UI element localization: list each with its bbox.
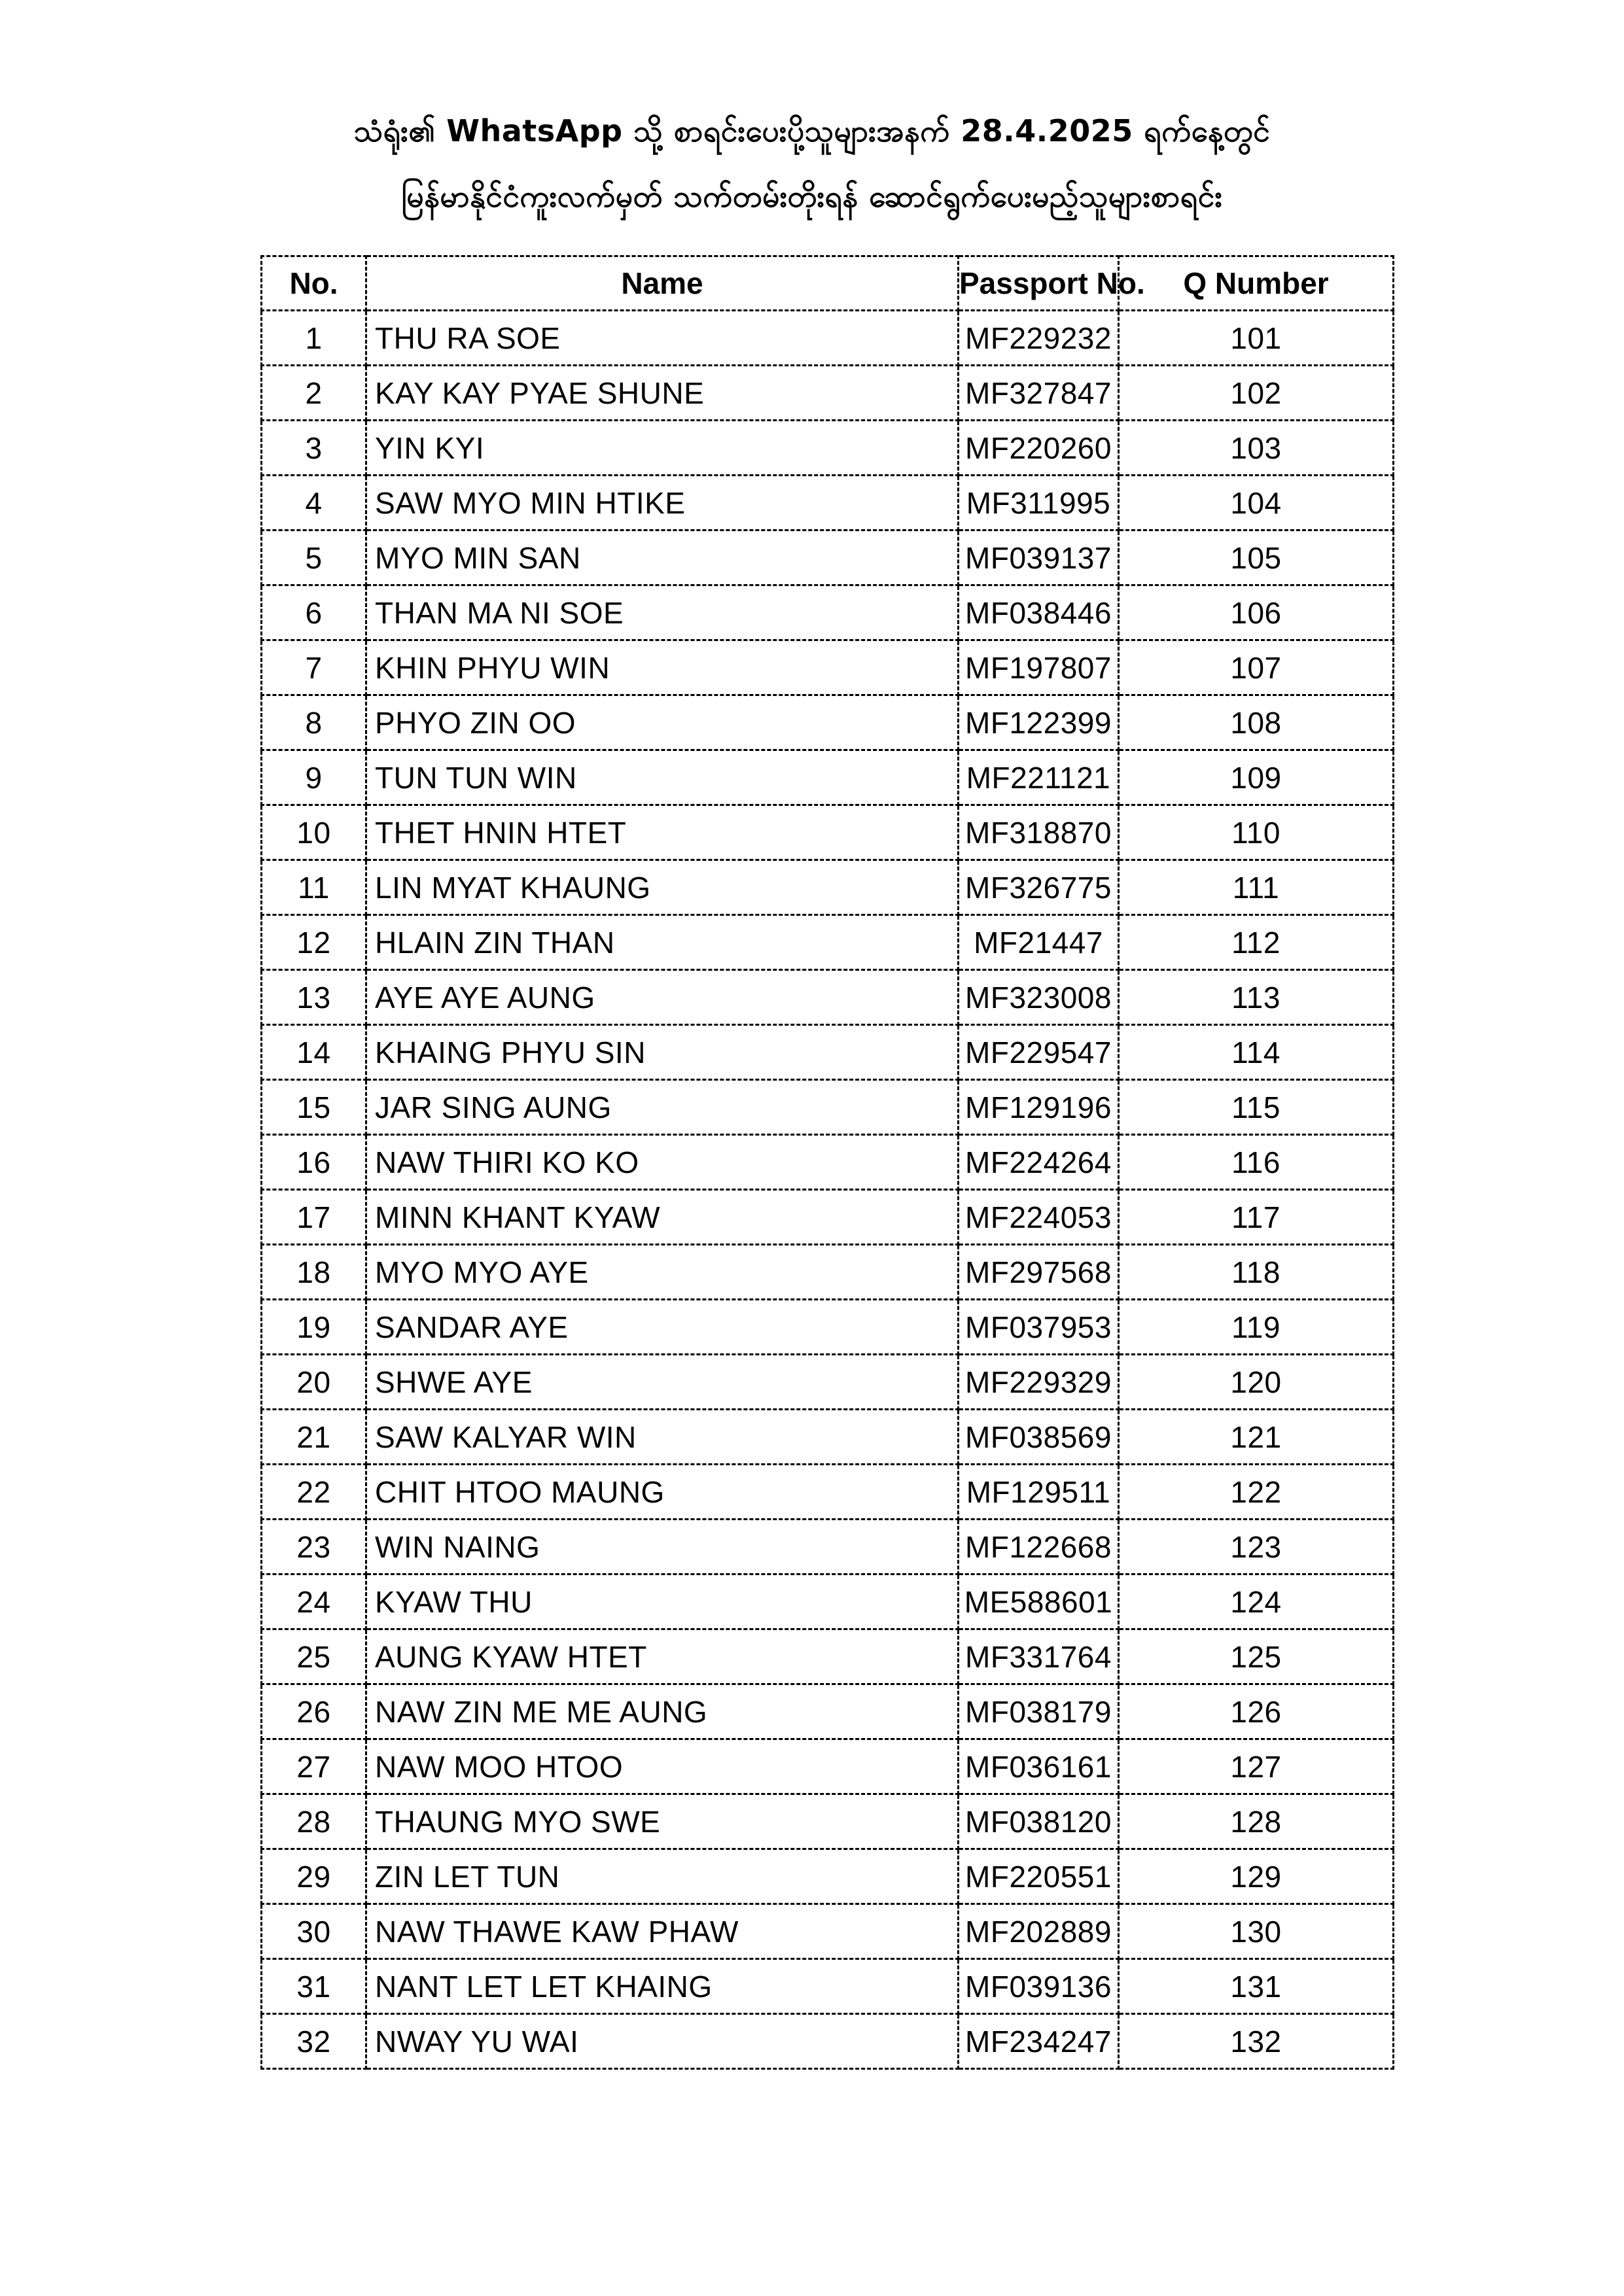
cell-passport: MF318870 [959,805,1119,860]
cell-q-number: 105 [1119,531,1394,585]
table-row [262,695,1394,750]
cell-passport: MF21447 [959,915,1119,970]
cell-no: 15 [262,1080,366,1135]
table-row [262,860,1394,915]
cell-q-number: 128 [1119,1794,1394,1849]
cell-name: AUNG KYAW HTET [366,1629,959,1684]
cell-no: 16 [262,1135,366,1190]
cell-passport: MF229329 [959,1355,1119,1410]
table-row [262,1959,1394,2014]
cell-q-number: 118 [1119,1245,1394,1300]
cell-no: 28 [262,1794,366,1849]
table-row [262,1025,1394,1080]
table-row [262,1904,1394,1959]
cell-passport: MF327847 [959,366,1119,421]
cell-name: MYO MIN SAN [366,531,959,585]
cell-passport: MF331764 [959,1629,1119,1684]
cell-q-number: 120 [1119,1355,1394,1410]
cell-q-number: 108 [1119,695,1394,750]
cell-no: 1 [262,311,366,366]
table-row [262,585,1394,640]
cell-no: 7 [262,640,366,695]
table-row [262,640,1394,695]
cell-name: NAW ZIN ME ME AUNG [366,1684,959,1739]
cell-name: KHIN PHYU WIN [366,640,959,695]
cell-q-number: 119 [1119,1300,1394,1355]
table-row [262,1135,1394,1190]
table-row [262,1739,1394,1794]
header-no: No. [262,256,366,311]
cell-q-number: 112 [1119,915,1394,970]
table-row [262,1849,1394,1904]
cell-q-number: 103 [1119,421,1394,476]
header-passport: Passport No. [959,256,1119,311]
cell-name: NAW THAWE KAW PHAW [366,1904,959,1959]
cell-q-number: 126 [1119,1684,1394,1739]
cell-name: KHAING PHYU SIN [366,1025,959,1080]
cell-passport: MF224264 [959,1135,1119,1190]
cell-q-number: 124 [1119,1574,1394,1629]
cell-passport: MF037953 [959,1300,1119,1355]
table-row [262,915,1394,970]
table-row [262,531,1394,585]
title-line-2: မြန်မာနိုင်ငံကူးလက်မှတ် သက်တမ်းတိုးရန် ဆောင်ရွက်ပေးမည့်သူများစာရင်း [401,179,1223,214]
cell-q-number: 132 [1119,2014,1394,2069]
cell-no: 3 [262,421,366,476]
table-row [262,750,1394,805]
table-row [262,1410,1394,1465]
table-row [262,311,1394,366]
cell-no: 24 [262,1574,366,1629]
cell-passport: MF229547 [959,1025,1119,1080]
cell-q-number: 102 [1119,366,1394,421]
cell-q-number: 113 [1119,970,1394,1025]
cell-name: PHYO ZIN OO [366,695,959,750]
cell-q-number: 127 [1119,1739,1394,1794]
cell-passport: MF122668 [959,1520,1119,1574]
cell-name: SANDAR AYE [366,1300,959,1355]
cell-q-number: 130 [1119,1904,1394,1959]
table-row [262,1355,1394,1410]
cell-passport: MF197807 [959,640,1119,695]
table-row [262,1465,1394,1520]
table-row [262,1794,1394,1849]
cell-name: SAW KALYAR WIN [366,1410,959,1465]
cell-passport: MF038569 [959,1410,1119,1465]
cell-q-number: 115 [1119,1080,1394,1135]
cell-name: YIN KYI [366,421,959,476]
cell-name: NWAY YU WAI [366,2014,959,2069]
cell-no: 11 [262,860,366,915]
cell-name: SAW MYO MIN HTIKE [366,476,959,531]
cell-q-number: 121 [1119,1410,1394,1465]
cell-passport: MF326775 [959,860,1119,915]
cell-no: 25 [262,1629,366,1684]
table-row [262,366,1394,421]
cell-name: JAR SING AUNG [366,1080,959,1135]
passport-list-table [260,255,1394,2070]
cell-passport: MF202889 [959,1904,1119,1959]
cell-passport: MF039136 [959,1959,1119,2014]
cell-no: 4 [262,476,366,531]
document-title [0,98,1624,229]
cell-no: 14 [262,1025,366,1080]
table-row [262,805,1394,860]
table-row [262,476,1394,531]
title-line-1: သံရုံး၏ WhatsApp သို့ စာရင်းပေးပို့သူများအနက် 28.4.2025 ရက်နေ့တွင် [353,113,1271,148]
cell-no: 10 [262,805,366,860]
cell-name: THU RA SOE [366,311,959,366]
cell-no: 29 [262,1849,366,1904]
cell-passport: MF129511 [959,1465,1119,1520]
cell-q-number: 110 [1119,805,1394,860]
cell-q-number: 109 [1119,750,1394,805]
cell-no: 23 [262,1520,366,1574]
cell-q-number: 111 [1119,860,1394,915]
cell-name: NAW THIRI KO KO [366,1135,959,1190]
cell-passport: MF038446 [959,585,1119,640]
cell-passport: MF224053 [959,1190,1119,1245]
cell-q-number: 114 [1119,1025,1394,1080]
cell-no: 18 [262,1245,366,1300]
cell-passport: MF234247 [959,2014,1119,2069]
cell-name: KYAW THU [366,1574,959,1629]
table-row [262,1300,1394,1355]
cell-passport: MF323008 [959,970,1119,1025]
cell-name: NAW MOO HTOO [366,1739,959,1794]
table-body [262,311,1394,2069]
cell-name: THAN MA NI SOE [366,585,959,640]
header-q-number: Q Number [1119,256,1394,311]
cell-passport: MF220551 [959,1849,1119,1904]
cell-passport: MF220260 [959,421,1119,476]
cell-name: MINN KHANT KYAW [366,1190,959,1245]
cell-passport: MF129196 [959,1080,1119,1135]
cell-passport: MF036161 [959,1739,1119,1794]
cell-no: 32 [262,2014,366,2069]
table-row [262,1684,1394,1739]
cell-name: HLAIN ZIN THAN [366,915,959,970]
cell-passport: MF038179 [959,1684,1119,1739]
cell-name: KAY KAY PYAE SHUNE [366,366,959,421]
cell-q-number: 131 [1119,1959,1394,2014]
cell-name: ZIN LET TUN [366,1849,959,1904]
cell-passport: MF039137 [959,531,1119,585]
cell-q-number: 123 [1119,1520,1394,1574]
cell-no: 30 [262,1904,366,1959]
cell-q-number: 106 [1119,585,1394,640]
cell-q-number: 104 [1119,476,1394,531]
cell-passport: MF038120 [959,1794,1119,1849]
cell-no: 31 [262,1959,366,2014]
cell-no: 6 [262,585,366,640]
cell-name: THAUNG MYO SWE [366,1794,959,1849]
cell-no: 19 [262,1300,366,1355]
table-row [262,2014,1394,2069]
cell-q-number: 107 [1119,640,1394,695]
cell-q-number: 101 [1119,311,1394,366]
cell-name: AYE AYE AUNG [366,970,959,1025]
cell-no: 22 [262,1465,366,1520]
table-row [262,1190,1394,1245]
cell-name: TUN TUN WIN [366,750,959,805]
cell-no: 21 [262,1410,366,1465]
cell-no: 2 [262,366,366,421]
cell-name: LIN MYAT KHAUNG [366,860,959,915]
cell-no: 13 [262,970,366,1025]
cell-passport: MF311995 [959,476,1119,531]
cell-no: 26 [262,1684,366,1739]
table-row [262,1245,1394,1300]
cell-q-number: 125 [1119,1629,1394,1684]
cell-passport: MF122399 [959,695,1119,750]
cell-no: 12 [262,915,366,970]
cell-passport: MF229232 [959,311,1119,366]
cell-name: WIN NAING [366,1520,959,1574]
cell-no: 17 [262,1190,366,1245]
cell-q-number: 122 [1119,1465,1394,1520]
cell-passport: MF297568 [959,1245,1119,1300]
cell-no: 9 [262,750,366,805]
cell-name: CHIT HTOO MAUNG [366,1465,959,1520]
cell-no: 27 [262,1739,366,1794]
cell-no: 8 [262,695,366,750]
cell-name: MYO MYO AYE [366,1245,959,1300]
table-row [262,421,1394,476]
header-name: Name [366,256,959,311]
cell-no: 20 [262,1355,366,1410]
cell-passport: ME588601 [959,1574,1119,1629]
table-row [262,1574,1394,1629]
cell-name: SHWE AYE [366,1355,959,1410]
table-row [262,1629,1394,1684]
cell-name: NANT LET LET KHAING [366,1959,959,2014]
table-row [262,1080,1394,1135]
cell-passport: MF221121 [959,750,1119,805]
cell-no: 5 [262,531,366,585]
table-row [262,970,1394,1025]
table-header-row [262,256,1394,311]
cell-q-number: 116 [1119,1135,1394,1190]
table-row [262,1520,1394,1574]
cell-q-number: 117 [1119,1190,1394,1245]
cell-q-number: 129 [1119,1849,1394,1904]
cell-name: THET HNIN HTET [366,805,959,860]
